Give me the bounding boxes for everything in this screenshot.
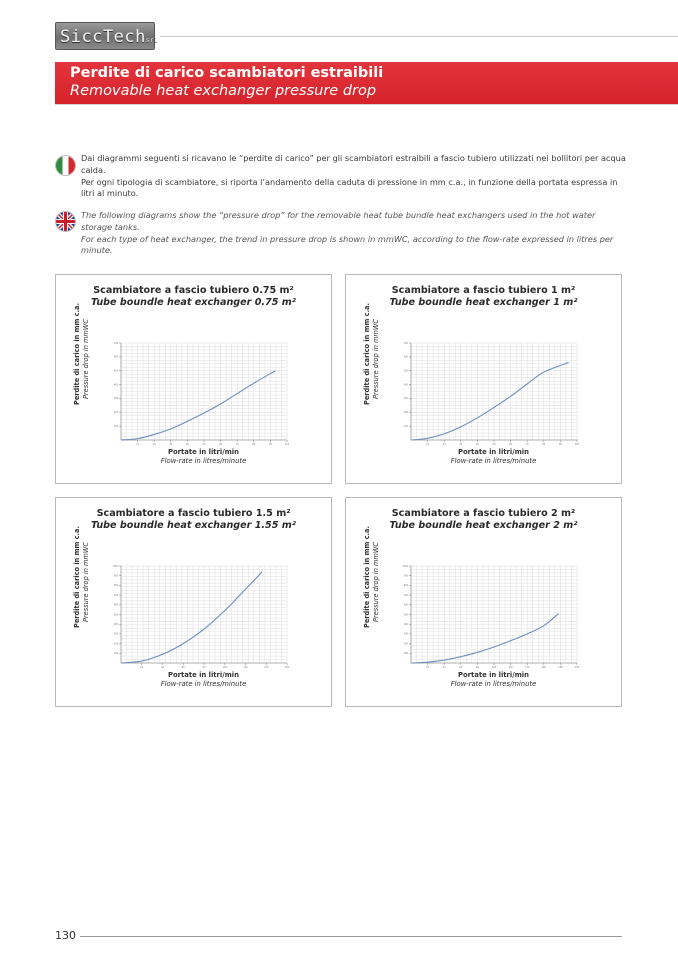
y-tick-label: 400 bbox=[403, 383, 408, 387]
footer-rule bbox=[80, 936, 622, 937]
x-tick-label: 80 bbox=[476, 666, 479, 669]
y-axis-label-it: Perdite di carico in mm c.a. bbox=[363, 303, 371, 405]
y-tick-label: 600 bbox=[403, 355, 408, 359]
chart-card-2 bbox=[345, 497, 622, 707]
y-tick-label: 500 bbox=[403, 369, 408, 373]
y-tick-label: 100 bbox=[403, 424, 408, 428]
chart-title: Scambiatore a fascio tubiero 1.5 m² bbox=[96, 508, 291, 519]
y-tick-label: 700 bbox=[403, 341, 408, 345]
y-tick-label: 100 bbox=[113, 652, 118, 656]
intro-english-line1: The following diagrams show the “pressure drop” for the removable heat tube bundle heat exchangers used in the hot water storage tanks. bbox=[81, 210, 596, 232]
y-axis-label-en: Pressure drop in mmWC bbox=[372, 542, 380, 622]
x-tick-label: 80 bbox=[542, 443, 546, 446]
x-axis-label-it: Portate in litri/min bbox=[168, 671, 239, 679]
y-tick-label: 500 bbox=[113, 369, 118, 373]
x-tick-label: 50 bbox=[202, 443, 206, 446]
y-tick-label: 400 bbox=[403, 623, 408, 626]
x-axis-label-it: Portate in litri/min bbox=[458, 448, 529, 456]
x-tick-label: 100 bbox=[284, 443, 290, 446]
y-axis-label-it: Perdite di carico in mm c.a. bbox=[73, 303, 81, 405]
x-tick-label: 20 bbox=[152, 443, 156, 446]
intro-english-line2: For each type of heat exchanger, the trend in pressure drop is shown in mmWC, according to the flow-rate expressed in litres per minute. bbox=[81, 233, 614, 256]
x-tick-label: 90 bbox=[269, 443, 272, 446]
x-tick-label: 10 bbox=[136, 443, 139, 446]
chart-title: Scambiatore a fascio tubiero 2 m² bbox=[391, 508, 576, 519]
y-tick-label: 800 bbox=[113, 584, 118, 588]
x-tick-label: 40 bbox=[186, 443, 189, 446]
y-axis-label-en: Pressure drop in mmWC bbox=[372, 319, 380, 399]
chart-subtitle: Tube boundle heat exchanger 1 m² bbox=[389, 297, 578, 308]
y-tick-label: 300 bbox=[113, 632, 118, 636]
y-tick-label: 200 bbox=[113, 411, 118, 415]
x-tick-label: 160 bbox=[284, 666, 290, 669]
x-axis-label-en: Flow-rate in litres/minute bbox=[160, 680, 247, 688]
logo-sub: srl bbox=[145, 37, 159, 44]
x-tick-label: 140 bbox=[264, 666, 269, 669]
x-tick-label: 180 bbox=[558, 666, 563, 669]
x-tick-label: 100 bbox=[222, 666, 227, 669]
y-tick-label: 900 bbox=[113, 574, 118, 578]
intro-english bbox=[81, 210, 626, 257]
intro-italian-line1: Dai diagrammi seguenti si ricavano le “perdite di carico” per gli scambiatori estraibili a fascio tubiero utilizzati nei bollitori per acqua calda. bbox=[81, 153, 626, 175]
y-tick-label: 800 bbox=[403, 584, 408, 588]
y-axis-label-it: Perdite di carico in mm c.a. bbox=[363, 526, 371, 628]
chart-subtitle: Tube boundle heat exchanger 0.75 m² bbox=[91, 297, 296, 308]
x-tick-label: 120 bbox=[243, 666, 248, 669]
y-tick-label: 700 bbox=[403, 593, 408, 597]
y-tick-label: 400 bbox=[113, 383, 118, 387]
y-axis-label-en: Pressure drop in mmWC bbox=[82, 319, 90, 399]
x-tick-label: 200 bbox=[574, 666, 580, 669]
x-tick-label: 80 bbox=[202, 666, 206, 669]
y-axis-label-it: Perdite di carico in mm c.a. bbox=[73, 526, 81, 628]
y-tick-label: 700 bbox=[113, 593, 118, 597]
y-tick-label: 1000 bbox=[402, 564, 408, 568]
x-tick-label: 120 bbox=[508, 666, 513, 669]
x-tick-label: 60 bbox=[509, 443, 512, 446]
x-axis-label-it: Portate in litri/min bbox=[458, 671, 529, 679]
y-tick-label: 300 bbox=[403, 397, 408, 401]
x-tick-label: 40 bbox=[476, 443, 479, 446]
header-rule bbox=[160, 36, 678, 37]
x-tick-label: 70 bbox=[525, 443, 529, 446]
chart-card-1-5 bbox=[55, 497, 332, 707]
x-tick-label: 100 bbox=[574, 443, 580, 446]
y-tick-label: 200 bbox=[113, 642, 118, 646]
chart-card-1 bbox=[345, 274, 622, 484]
y-tick-label: 300 bbox=[403, 632, 408, 636]
intro-italian-line2: Per ogni tipologia di scambiatore, si riporta l’andamento della caduta di pressione in mm c.a., in funzione della portata espressa in litri al minuto. bbox=[81, 176, 618, 199]
y-axis-label-en: Pressure drop in mmWC bbox=[82, 542, 90, 622]
x-axis-label-en: Flow-rate in litres/minute bbox=[160, 457, 247, 465]
page-title: Perdite di carico scambiatori estraibili bbox=[70, 65, 384, 81]
page-number: 130 bbox=[55, 929, 76, 942]
brand-logo bbox=[55, 22, 159, 50]
y-tick-label: 1000 bbox=[112, 564, 118, 568]
y-tick-label: 200 bbox=[403, 642, 408, 646]
x-tick-label: 100 bbox=[491, 666, 497, 669]
chart-subtitle: Tube boundle heat exchanger 2 m² bbox=[389, 520, 578, 531]
page-subtitle: Removable heat exchanger pressure drop bbox=[70, 83, 377, 99]
y-tick-label: 600 bbox=[403, 603, 408, 607]
x-tick-label: 160 bbox=[541, 666, 546, 669]
chart-title: Scambiatore a fascio tubiero 0.75 m² bbox=[93, 285, 294, 296]
x-tick-label: 140 bbox=[525, 666, 530, 669]
chart-subtitle: Tube boundle heat exchanger 1.55 m² bbox=[91, 520, 296, 531]
y-tick-label: 900 bbox=[403, 574, 408, 578]
x-tick-label: 60 bbox=[181, 666, 185, 669]
chart-card-0-75 bbox=[55, 274, 332, 484]
y-tick-label: 100 bbox=[403, 652, 408, 656]
x-tick-label: 60 bbox=[459, 666, 463, 669]
logo-text: SiccTech bbox=[60, 27, 146, 47]
y-tick-label: 700 bbox=[113, 341, 118, 345]
x-tick-label: 50 bbox=[492, 443, 496, 446]
italian-flag-icon bbox=[56, 156, 75, 175]
x-tick-label: 80 bbox=[252, 443, 256, 446]
x-tick-label: 70 bbox=[235, 443, 239, 446]
y-tick-label: 100 bbox=[113, 424, 118, 428]
x-tick-label: 30 bbox=[459, 443, 463, 446]
x-tick-label: 90 bbox=[559, 443, 562, 446]
intro-italian bbox=[81, 153, 626, 200]
chart-title: Scambiatore a fascio tubiero 1 m² bbox=[391, 285, 576, 296]
x-axis-label-en: Flow-rate in litres/minute bbox=[450, 680, 537, 688]
x-tick-label: 60 bbox=[219, 443, 222, 446]
banner-rule bbox=[55, 104, 678, 105]
y-tick-label: 500 bbox=[403, 613, 408, 617]
x-axis-label-it: Portate in litri/min bbox=[168, 448, 239, 456]
x-axis-label-en: Flow-rate in litres/minute bbox=[450, 457, 537, 465]
y-tick-label: 400 bbox=[113, 623, 118, 626]
x-tick-label: 40 bbox=[161, 666, 164, 669]
x-tick-label: 20 bbox=[140, 666, 144, 669]
title-banner bbox=[55, 62, 678, 104]
y-tick-label: 600 bbox=[113, 603, 118, 607]
x-tick-label: 40 bbox=[442, 666, 446, 669]
y-tick-label: 200 bbox=[403, 411, 408, 415]
y-tick-label: 600 bbox=[113, 355, 118, 359]
x-tick-label: 10 bbox=[426, 443, 429, 446]
x-tick-label: 30 bbox=[169, 443, 173, 446]
y-tick-label: 300 bbox=[113, 397, 118, 401]
uk-flag-icon bbox=[56, 212, 75, 231]
x-tick-label: 20 bbox=[426, 666, 429, 669]
x-tick-label: 20 bbox=[442, 443, 446, 446]
y-tick-label: 500 bbox=[113, 613, 118, 617]
